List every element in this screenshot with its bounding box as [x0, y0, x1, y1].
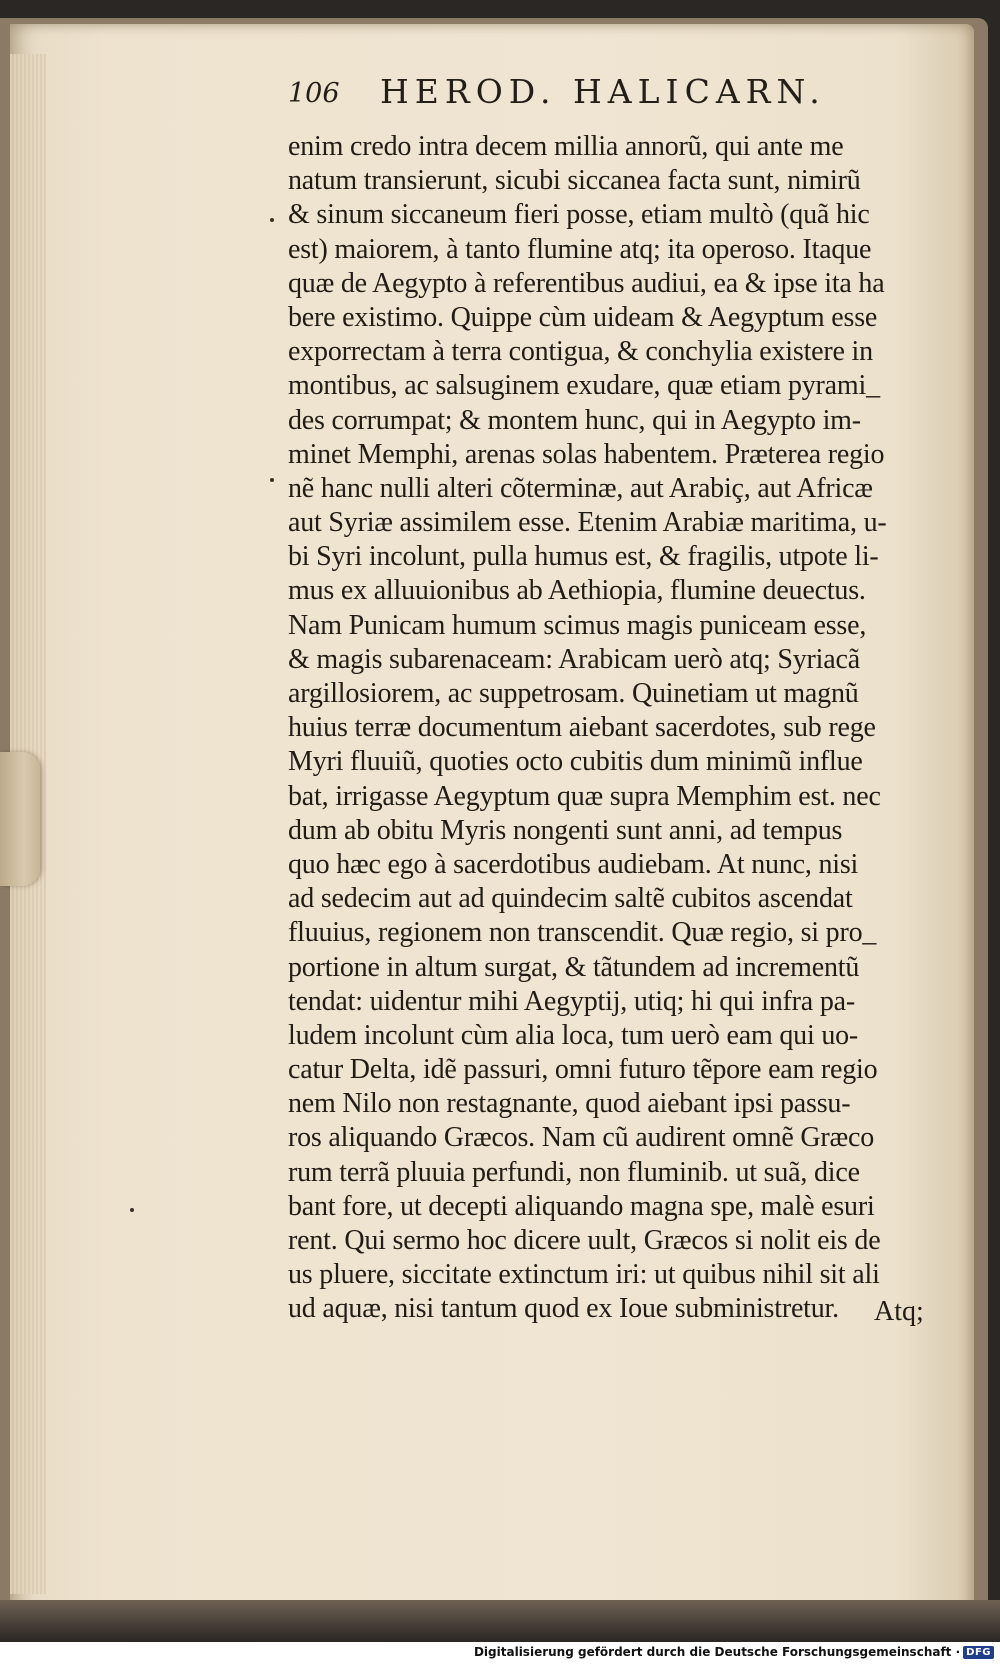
text-line: quo hæc ego à sacerdotibus audiebam. At nunc, nisi	[288, 848, 859, 880]
marginal-mark	[270, 218, 274, 222]
text-line: aut Syriæ assimilem esse. Etenim Arabiæ maritima, u-	[288, 507, 887, 539]
text-line: argillosiorem, ac suppetrosam. Quinetiam ut magnũ	[288, 678, 859, 709]
text-line: catur Delta, idẽ passuri, omni futuro tẽpore eam regio	[288, 1054, 878, 1086]
text-line: mus ex alluuionibus ab Aethiopia, flumine deuectus.	[288, 575, 866, 607]
credit-text: Digitalisierung gefördert durch die Deutsche Forschungsgemeinschaft ·	[473, 1645, 961, 1659]
text-line: enim credo intra decem millia annorũ, qui ante me	[288, 131, 844, 162]
text-line: huius terræ documentum aiebant sacerdotes, sub rege	[288, 712, 876, 744]
text-line: est) maiorem, à tanto flumine atq; ita operoso. Itaque	[288, 233, 872, 265]
text-line: portione in altum surgat, & tãtundem ad incrementũ	[288, 951, 860, 983]
text-line: ad sedecim aut ad quindecim saltẽ cubitos ascendat	[288, 883, 853, 915]
text-line: bere existimo. Quippe cùm uideam & Aegyptum esse	[288, 301, 878, 333]
text-line: ud aquæ, nisi tantum quod ex Ioue subministretur.	[288, 1293, 839, 1325]
text-line: ros aliquando Græcos. Nam cũ audirent omnẽ Græco	[288, 1122, 875, 1154]
text-line: rent. Qui sermo hoc dicere uult, Græcos si nolit eis de	[288, 1225, 881, 1256]
text-line: minet Memphi, arenas solas habentem. Præterea regio	[288, 438, 885, 470]
digitization-credit	[474, 1645, 994, 1659]
text-line: Myri fluuiũ, quoties octo cubitis dum minimũ influe	[288, 746, 863, 778]
marginal-mark	[270, 478, 274, 482]
text-line: & sinum siccaneum fieri posse, etiam multò (quã hic	[288, 199, 870, 231]
text-line: fluuius, regionem non transcendit. Quæ regio, si pro_	[288, 917, 877, 949]
text-line: nem Nilo non restagnante, quod aiebant ipsi passu-	[288, 1088, 851, 1120]
bottom-shadow	[0, 1600, 1000, 1642]
text-line: montibus, ac salsuginem exudare, quæ etiam pyrami_	[288, 370, 880, 402]
running-title: HEROD. HALICARN.	[380, 72, 826, 111]
dfg-logo-icon: DFG	[963, 1646, 994, 1659]
text-line: quæ de Aegypto à referentibus audiui, ea & ipse ita ha	[288, 267, 885, 299]
text-line: us pluere, siccitate extinctum iri: ut quibus nihil sit ali	[288, 1259, 880, 1291]
text-line: bant fore, ut decepti aliquando magna spe, malè esuri	[288, 1190, 875, 1222]
text-line: & magis subarenaceam: Arabicam uerò atq; Syriacã	[288, 643, 860, 675]
text-line: Nam Punicam humum scimus magis puniceam esse,	[288, 609, 867, 641]
text-line: exporrectam à terra contigua, & conchylia existere in	[288, 336, 873, 368]
body-text	[288, 130, 928, 1327]
text-line: bi Syri incolunt, pulla humus est, & fragilis, utpote li-	[288, 541, 879, 573]
text-line: dum ab obitu Myris nongenti sunt anni, ad tempus	[288, 814, 843, 846]
running-head	[288, 72, 888, 112]
text-line: tendat: uidentur mihi Aegyptij, utiq; hi qui infra pa-	[288, 985, 855, 1017]
text-line: natum transierunt, sicubi siccanea facta sunt, nimirũ	[288, 165, 861, 197]
text-line: bat, irrigasse Aegyptum quæ supra Memphim est. nec	[288, 780, 881, 812]
text-line: nẽ hanc nulli alteri cõterminæ, aut Arabiç, aut Africæ	[288, 472, 873, 504]
catchword: Atq;	[874, 1296, 924, 1327]
text-line: ludem incolunt cùm alia loca, tum uerò eam qui uo-	[288, 1019, 859, 1051]
text-line: des corrumpat; & montem hunc, qui in Aegypto im-	[288, 404, 861, 436]
page-number: 106	[288, 78, 340, 109]
book-clasp	[0, 752, 40, 886]
marginal-mark	[130, 1208, 134, 1212]
footer-bar	[0, 1642, 1000, 1665]
text-line: rum terrã pluuia perfundi, non fluminib. ut suã, dice	[288, 1156, 860, 1188]
